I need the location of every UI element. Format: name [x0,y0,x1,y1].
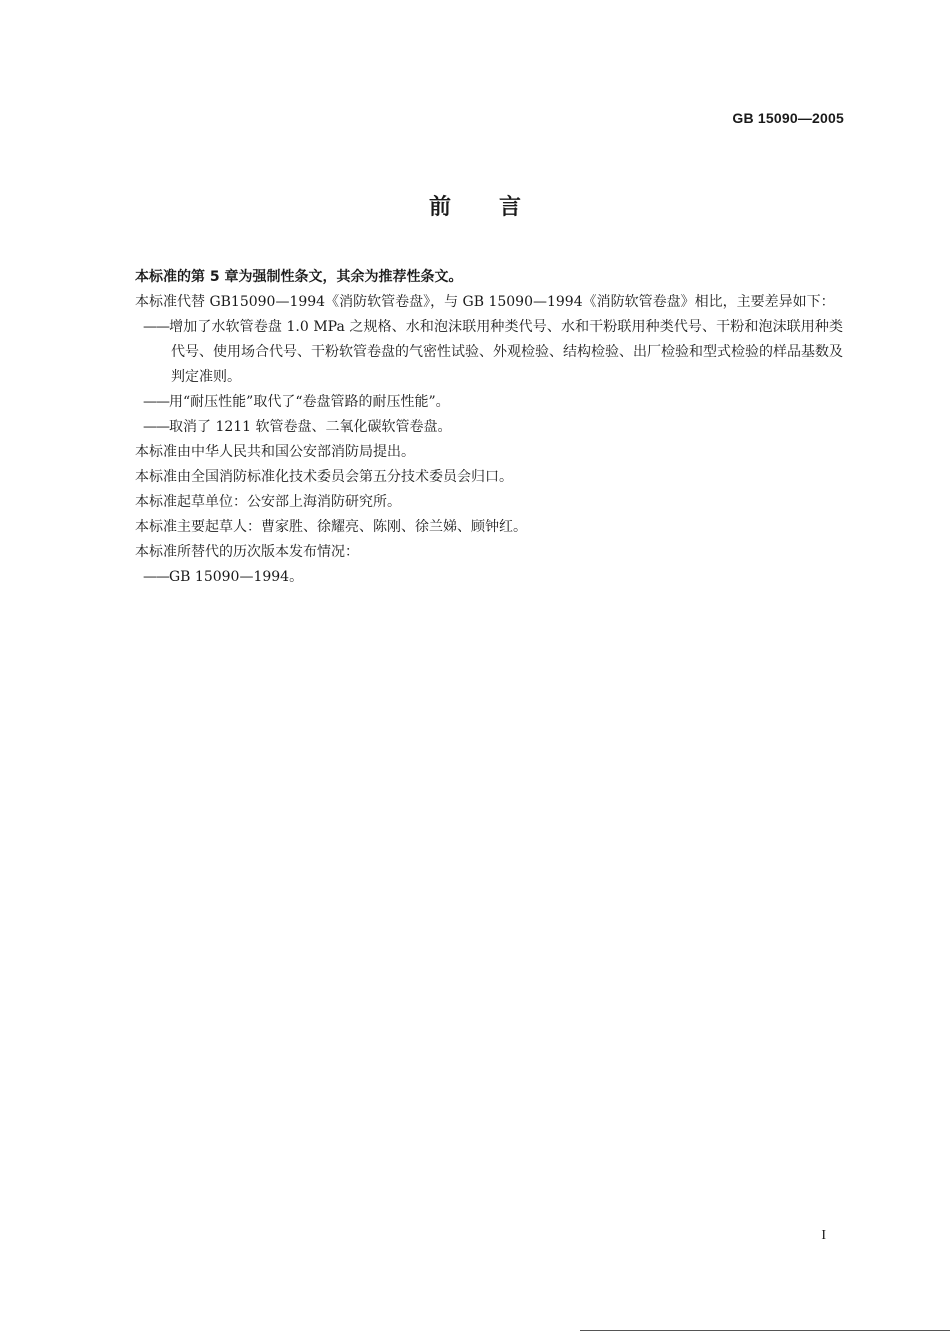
dash-item-previous-edition [107,565,843,590]
title-char-2: 言 [499,195,522,220]
paragraph-committee: 本标准由全国消防标准化技术委员会第五分技术委员会归口。 [135,469,513,485]
dash-item-text: GB 15090—1994。 [169,569,304,585]
page-number: I [821,1228,826,1243]
dash-item-replaced [107,390,843,415]
bottom-rule [580,1330,950,1331]
paragraph-drafters: 本标准主要起草人：曹家胜、徐耀亮、陈刚、徐兰娣、顾钟红。 [135,519,527,535]
dash-item-removed [107,415,843,440]
dash-lead: —— [143,419,169,435]
dash-item-text: 增加了水软管卷盘 1.0 MPa 之规格、水和泡沫联用种类代号、水和干粉联用种类代号、干粉和泡沫联用种类代号、使用场合代号、干粉软管卷盘的气密性试验、外观检验、结构检验、出厂检验和型式检验的样品基数及判定准则。 [169,319,843,385]
standard-code-header: GB 15090—2005 [732,110,844,126]
dash-lead: —— [143,569,169,585]
paragraph-drafting-unit: 本标准起草单位：公安部上海消防研究所。 [135,494,401,510]
dash-item-additions [107,315,843,390]
foreword-body [107,265,843,590]
paragraph-history: 本标准所替代的历次版本发布情况： [135,544,359,560]
dash-lead: —— [143,319,169,335]
dash-item-text: 取消了 1211 软管卷盘、二氧化碳软管卷盘。 [169,419,452,435]
page-title [0,190,950,221]
title-char-1: 前 [428,195,451,220]
dash-lead: —— [143,394,169,410]
paragraph-proposer: 本标准由中华人民共和国公安部消防局提出。 [135,444,415,460]
paragraph-replacement: 本标准代替 GB15090—1994《消防软管卷盘》，与 GB 15090—1994《消防软管卷盘》相比，主要差异如下： [135,294,835,310]
paragraph-mandatory-clause: 本标准的第 5 章为强制性条文，其余为推荐性条文。 [135,269,463,285]
dash-item-text: 用“耐压性能”取代了“卷盘管路的耐压性能”。 [169,394,450,410]
